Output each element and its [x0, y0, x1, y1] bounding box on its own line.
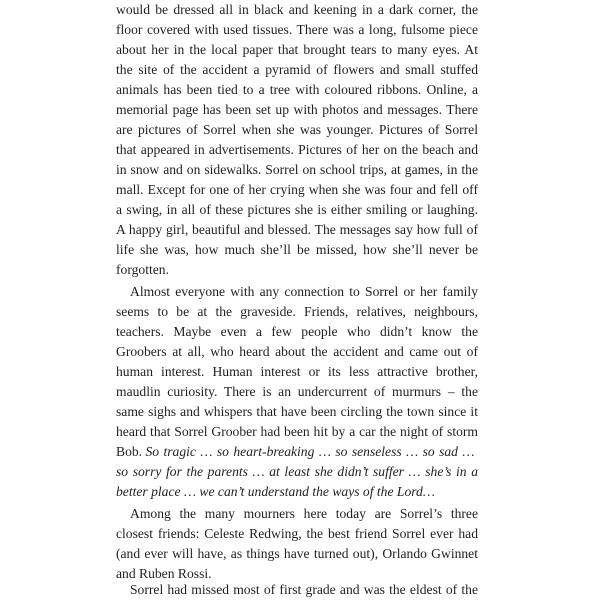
- text-line: Almost everyone with any connection to Sorrel or her family: [130, 284, 478, 299]
- text-line: animals has been tied to a tree with coloured ribbons. Online, a: [116, 82, 478, 97]
- text-line: closest friends: Celeste Redwing, the best friend Sorrel ever had: [116, 526, 478, 541]
- text-line: memorial page has been set up with photos and messages. There: [116, 102, 478, 117]
- text-line: floor covered with used tissues. There was a long, fulsome piece: [116, 22, 478, 37]
- text-line: Groobers at all, who heard about the accident and came out of: [116, 344, 478, 359]
- text-line: that appeared in advertisements. Pictures of her on the beach and: [116, 142, 478, 157]
- text-span: Bob.: [116, 444, 146, 459]
- text-line: heard that Sorrel Groober had been hit by a car the night of storm: [116, 424, 478, 439]
- text-line: are pictures of Sorrel when she was younger. Pictures of Sorrel: [116, 122, 478, 137]
- text-line: (and ever will have, as things have turned out), Orlando Gwinnet: [116, 546, 478, 561]
- text-line: Sorrel had missed most of first grade and was the eldest of the: [130, 582, 478, 597]
- text-line: would be dressed all in black and keening in a dark corner, the: [116, 2, 478, 17]
- text-line: seems to be at the graveside. Friends, relatives, neighbours,: [116, 304, 478, 319]
- text-line: Among the many mourners here today are Sorrel’s three: [130, 506, 478, 521]
- text-line: maudlin curiosity. There is an undercurrent of murmurs – the: [116, 384, 478, 399]
- text-line: same sighs and whispers that have been circling the town since it: [116, 404, 478, 419]
- text-line: A happy girl, beautiful and blessed. The messages say how full of: [116, 222, 478, 237]
- italic-text-line: so sorry for the parents … at least she didn’t suffer … she’s in a: [116, 464, 478, 479]
- text-line: and Ruben Rossi.: [116, 566, 212, 581]
- text-line: the site of the accident a pyramid of flowers and small stuffed: [116, 62, 478, 77]
- text-line: mall. Except for one of her crying when she was four and fell off: [116, 182, 478, 197]
- text-line: a swing, in all of these pictures she is either smiling or laughing.: [116, 202, 478, 217]
- italic-text-line: better place … we can’t understand the ways of the Lord…: [116, 484, 435, 499]
- italic-text-span: So tragic … so heart-breaking … so senseless … so sad …: [145, 444, 475, 459]
- text-line: in snow and on sidewalks. Sorrel on school trips, at games, in the: [116, 162, 478, 177]
- text-line: forgotten.: [116, 262, 169, 277]
- text-line: life she was, how much she’ll be missed, how she’ll never be: [116, 242, 478, 257]
- text-line: about her in the local paper that brought tears to many eyes. At: [116, 42, 478, 57]
- text-line: teachers. Maybe even a few people who didn’t know the: [116, 324, 478, 339]
- text-line: human interest. Human interest or its less attractive brother,: [116, 364, 478, 379]
- text-line-mixed: [116, 442, 478, 462]
